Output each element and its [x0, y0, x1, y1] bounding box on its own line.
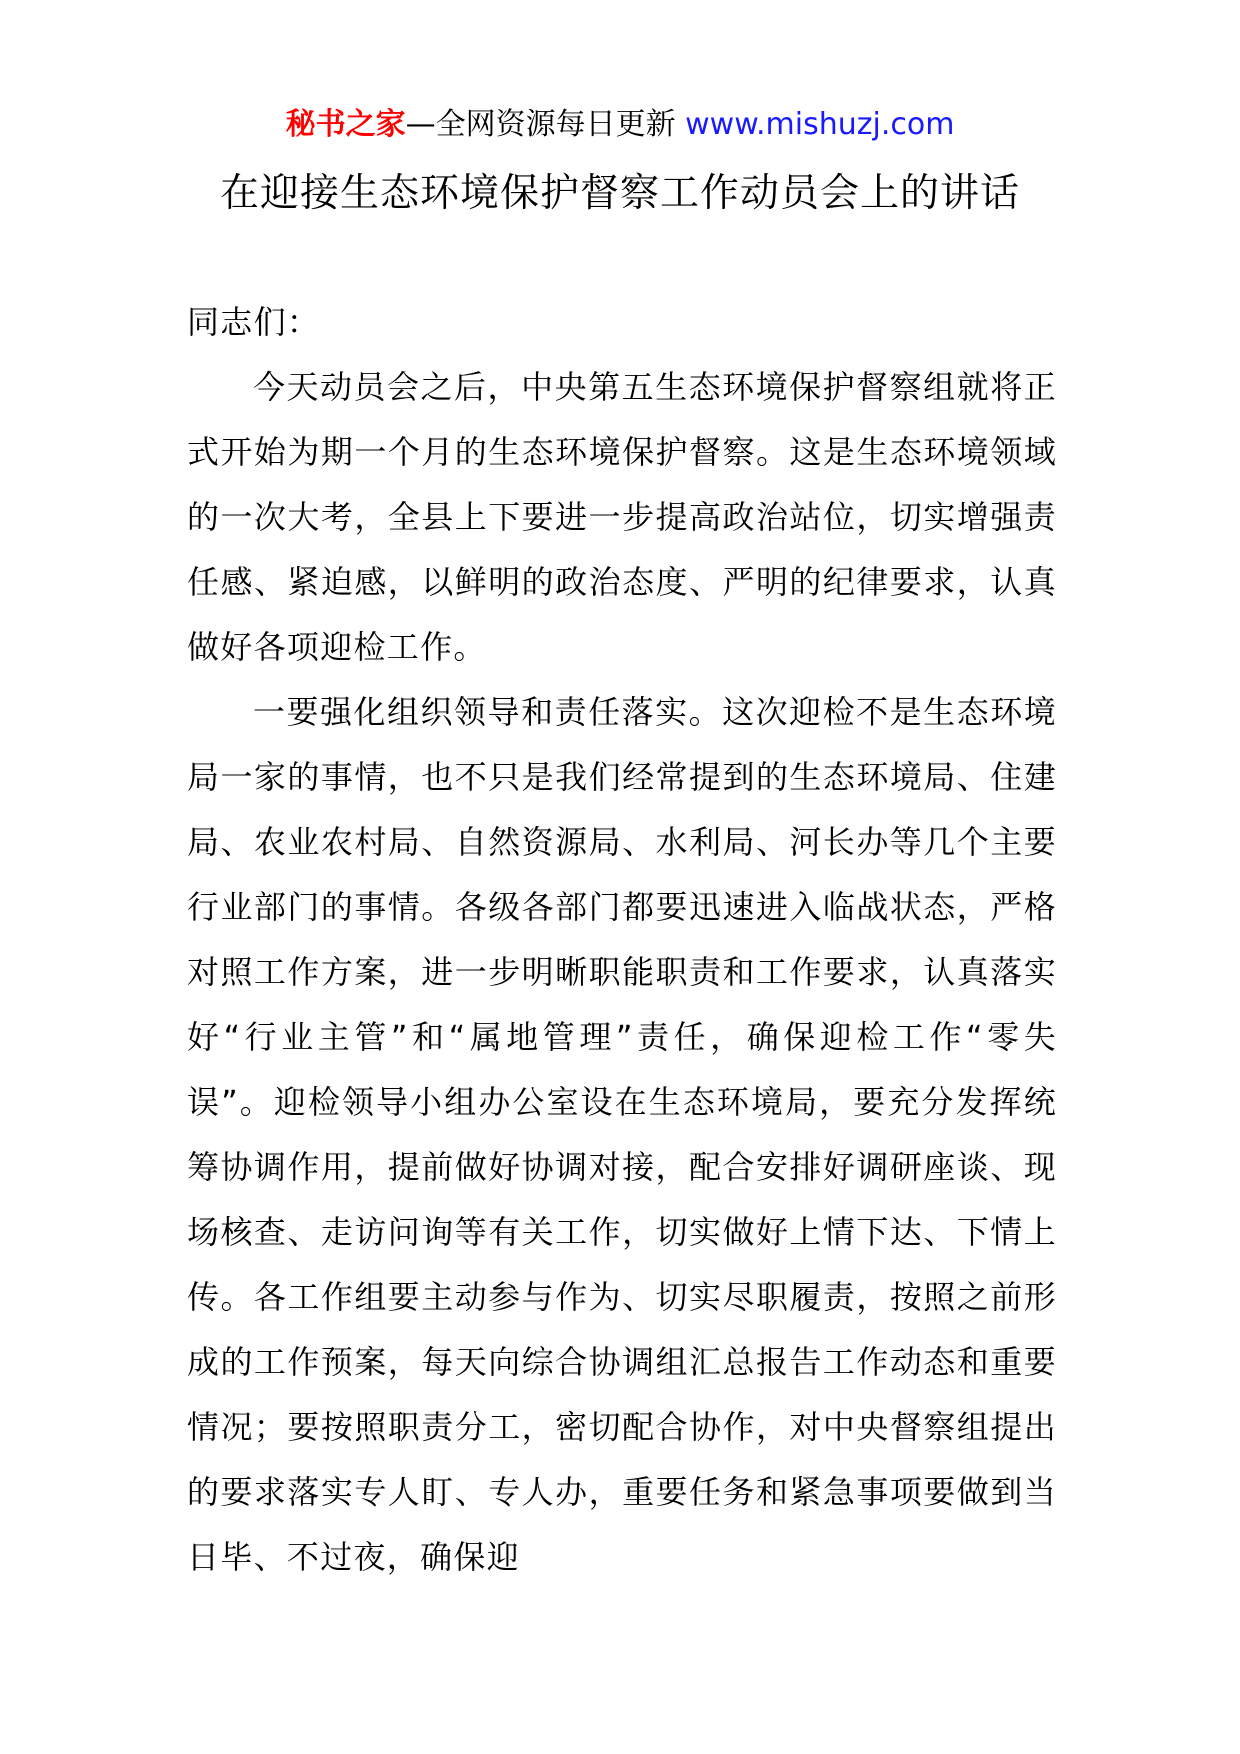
paragraph-intro: 今天动员会之后，中央第五生态环境保护督察组就将正式开始为期一个月的生态环境保护督察。这是生态环境领域的一次大考，全县上下要进一步提高政治站位，切实增强责任感、紧迫感，以鲜明的政治态度、严明的纪律要求，认真做好各项迎检工作。 — [187, 368, 1057, 666]
site-brand: 秘书之家 — [285, 107, 406, 142]
document-body — [187, 290, 1057, 1590]
document-title: 在迎接生态环境保护督察工作动员会上的讲话 — [219, 171, 1020, 216]
salutation: 同志们： — [187, 303, 321, 341]
paragraph-organization: 一要强化组织领导和责任落实。这次迎检不是生态环境局一家的事情，也不只是我们经常提到的生态环境局、住建局、农业农村局、自然资源局、水利局、河长办等几个主要行业部门的事情。各级各部门都要迅速进入临战状态，严格对照工作方案，进一步明晰职能职责和工作要求，认真落实好“行业主管”和“属地管理”责任，确保迎检工作“零失误”。迎检领导小组办公室设在生态环境局，要充分发挥统筹协调作用，提前做好协调对接，配合安排好调研座谈、现场核查、走访问询等有关工作，切实做好上情下达、下情上传。各工作组要主动参与作为、切实尽职履责，按照之前形成的工作预案，每天向综合协调组汇总报告工作动态和重要情况；要按照职责分工，密切配合协作，对中央督察组提出的要求落实专人盯、专人办，重要任务和紧急事项要做到当日毕、不过夜，确保迎 — [187, 693, 1057, 1576]
site-url[interactable]: www.mishuzj.com — [685, 107, 955, 142]
site-tagline: —全网资源每日更新 — [405, 107, 676, 142]
site-header — [0, 103, 1240, 147]
